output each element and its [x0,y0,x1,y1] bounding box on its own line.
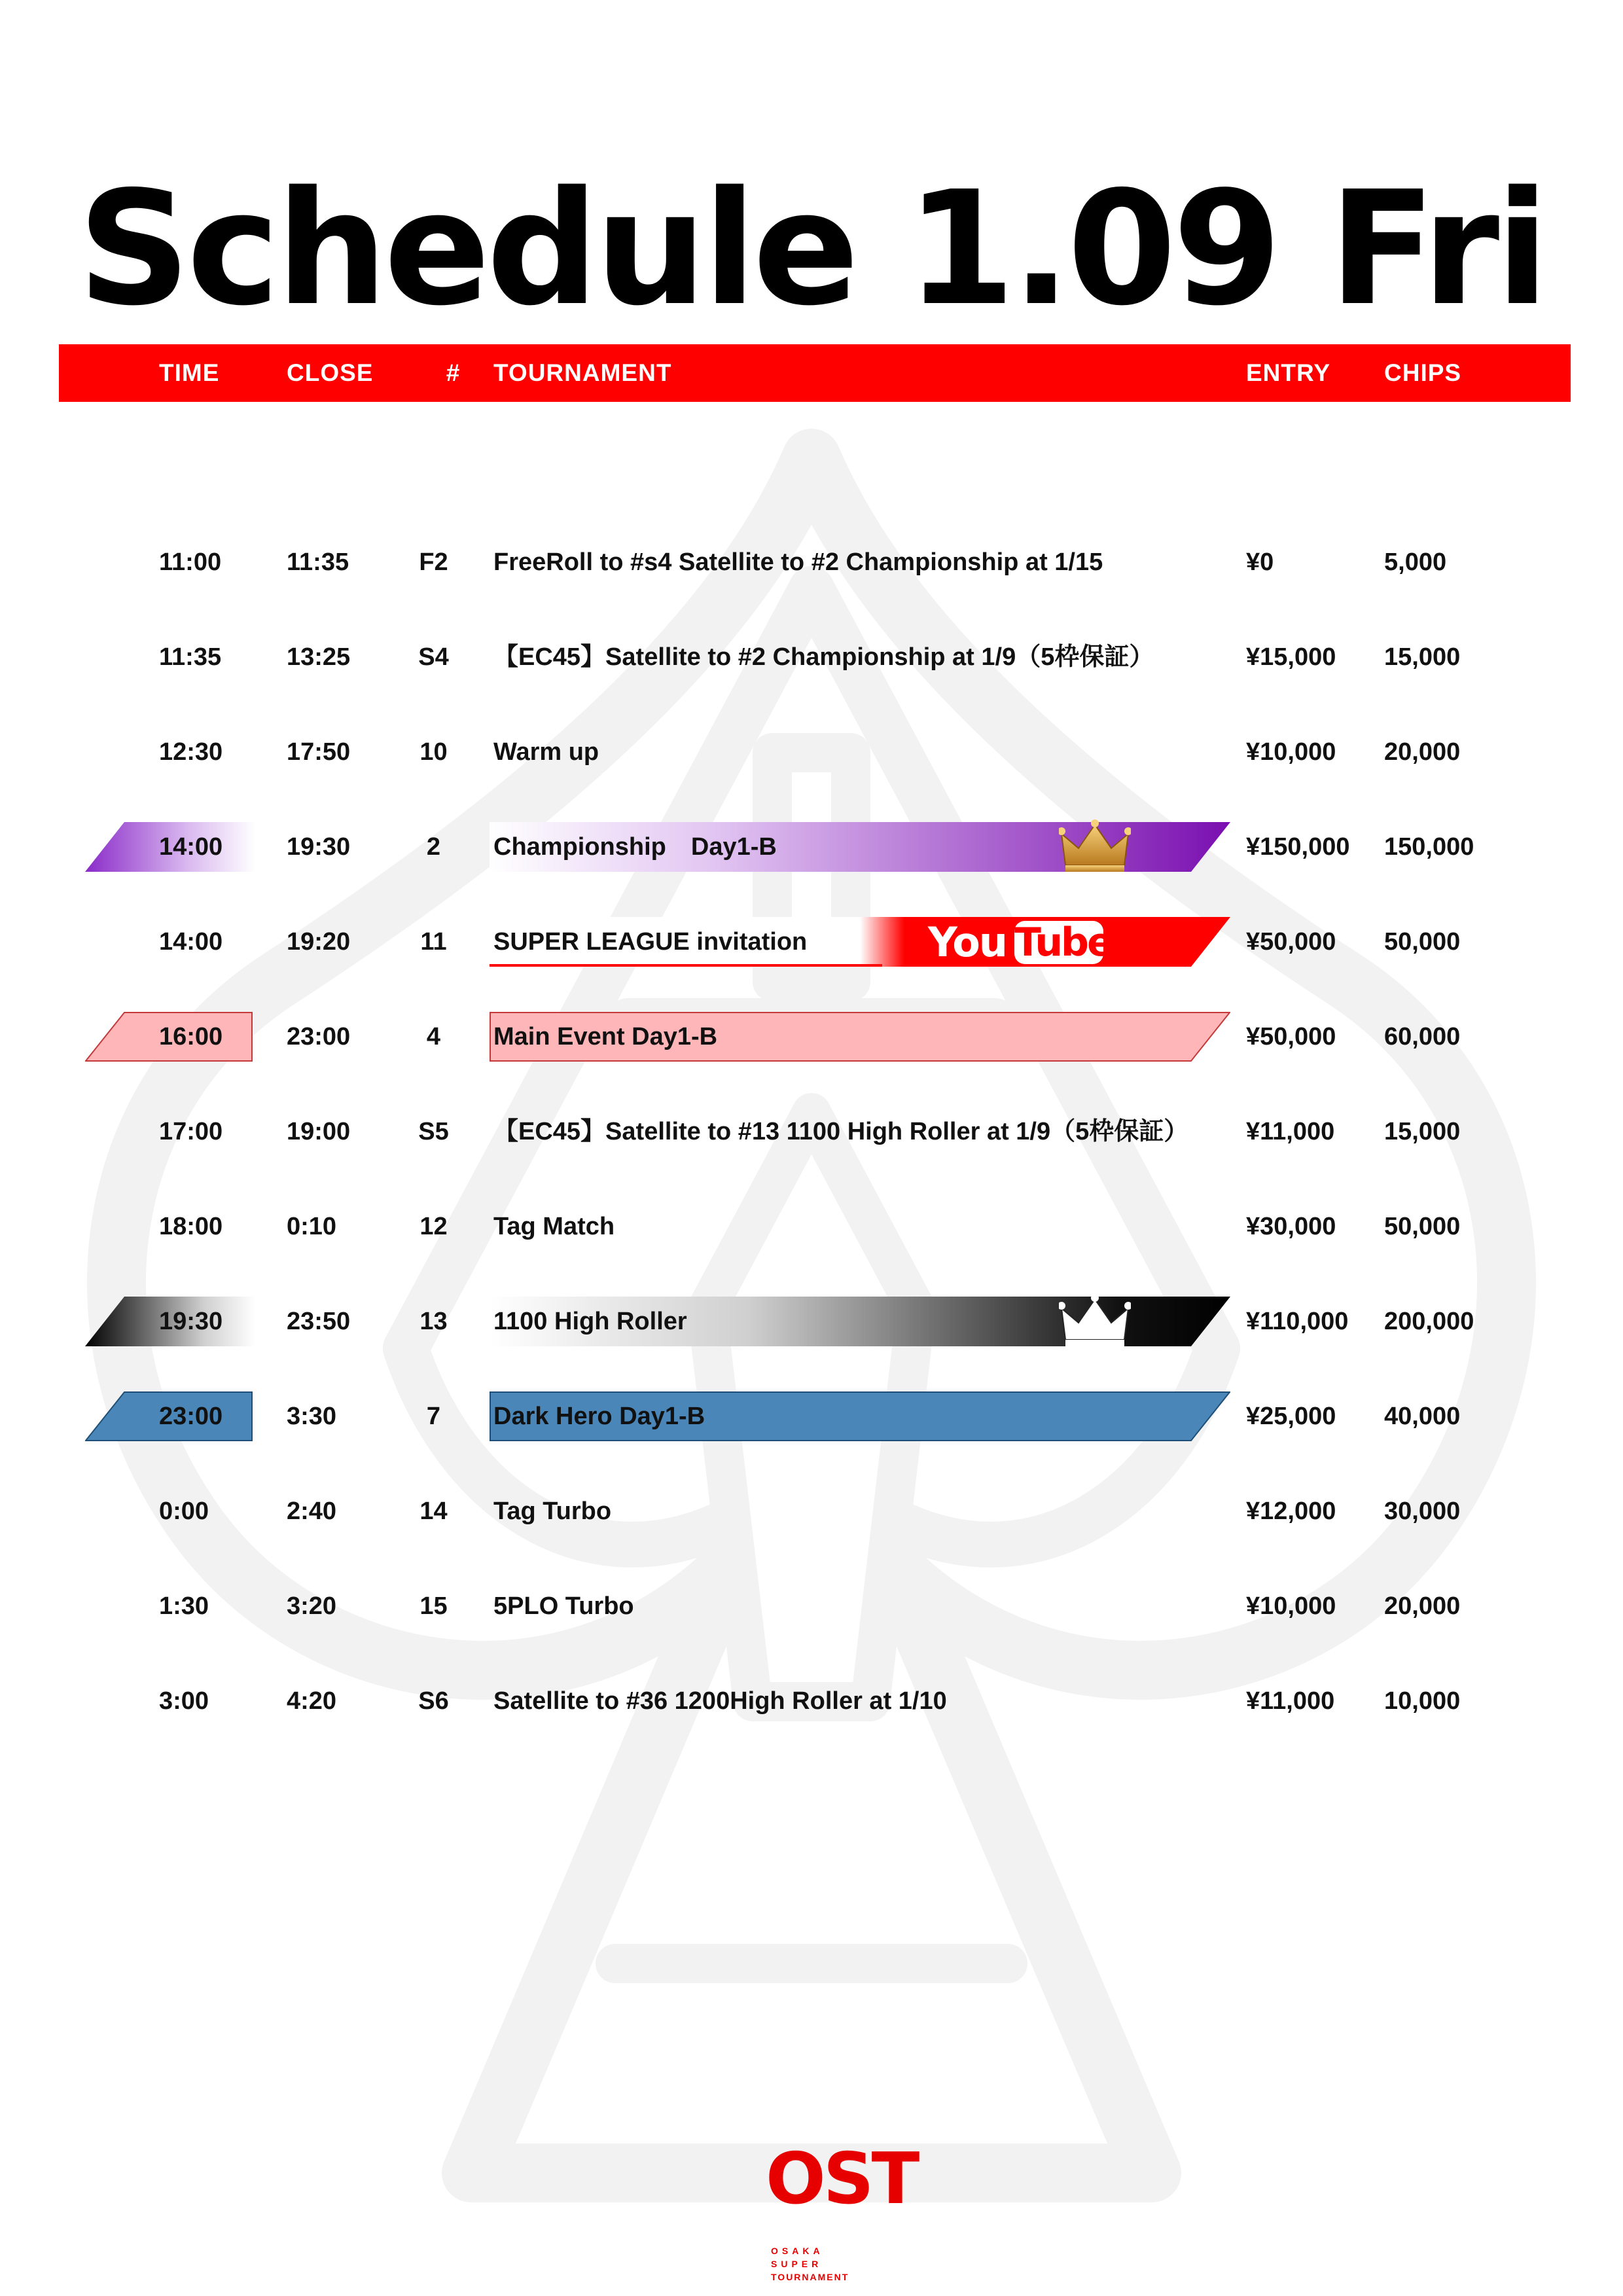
row-close: 23:00 [287,1023,351,1050]
row-number: 15 [419,1592,448,1620]
table-row [0,1085,1623,1179]
youtube-logo-you: You [928,918,1007,966]
table-row [0,895,1623,990]
crown-icon [1059,1294,1131,1350]
row-number: 11 [420,928,447,956]
row-chips: 10,000 [1384,1687,1461,1715]
row-tournament: Satellite to #36 1200High Roller at 1/10 [493,1687,947,1715]
row-close: 0:10 [287,1213,337,1240]
row-tournament: SUPER LEAGUE invitation [493,928,808,956]
table-row [0,800,1623,895]
row-time: 11:35 [159,643,222,671]
header-chips: CHIPS [1384,359,1462,386]
ost-logo-line: TOURNAMENT [771,2272,849,2282]
table-row [0,515,1623,610]
row-entry: ¥25,000 [1246,1403,1336,1430]
row-time: 3:00 [159,1687,209,1715]
row-tournament: Tag Match [493,1213,615,1240]
ost-logo [766,2138,918,2291]
row-entry: ¥15,000 [1246,643,1336,671]
row-chips: 20,000 [1384,1592,1461,1620]
row-chips: 200,000 [1384,1308,1474,1335]
row-tournament: Main Event Day1-B [493,1023,718,1050]
row-entry: ¥110,000 [1246,1308,1349,1335]
table-row [0,610,1623,705]
row-entry: ¥12,000 [1246,1498,1336,1525]
row-close: 3:20 [287,1592,337,1620]
row-number: 13 [419,1308,448,1335]
row-chips: 15,000 [1384,1118,1461,1145]
row-tournament: 5PLO Turbo [493,1592,634,1620]
youtube-logo-tube: Tube [1014,920,1112,965]
row-time: 18:00 [159,1213,223,1240]
row-time: 17:00 [159,1118,223,1145]
ost-logo-line: SUPER [771,2259,823,2269]
row-tournament: 【EC45】Satellite to #13 1100 High Roller at 1/9（5枠保証） [493,1118,1189,1145]
row-time: 1:30 [159,1592,209,1620]
row-time: 19:30 [159,1308,223,1335]
row-number: 2 [426,833,441,861]
row-chips: 40,000 [1384,1403,1461,1430]
row-number: S5 [418,1118,449,1145]
header-number: # [446,359,461,386]
ost-logo-line: OSAKA [771,2246,824,2256]
row-close: 19:30 [287,833,351,861]
row-tournament: FreeRoll to #s4 Satellite to #2 Championship at 1/15 [493,548,1103,576]
row-time: 14:00 [159,928,223,956]
row-number: 12 [419,1213,448,1240]
row-chips: 60,000 [1384,1023,1461,1050]
row-time: 23:00 [159,1403,223,1430]
row-close: 23:50 [287,1308,351,1335]
table-row [0,1179,1623,1274]
table-row [0,1654,1623,1749]
header-tournament: TOURNAMENT [493,359,672,386]
row-number: S4 [418,643,449,671]
row-chips: 20,000 [1384,738,1461,766]
row-chips: 30,000 [1384,1498,1461,1525]
row-chips: 15,000 [1384,643,1461,671]
row-tournament: Tag Turbo [493,1498,612,1525]
row-number: 4 [426,1023,441,1050]
row-number: 14 [419,1498,448,1525]
table-row [0,1464,1623,1559]
table-row [0,1369,1623,1464]
row-close: 2:40 [287,1498,337,1525]
row-tournament: 【EC45】Satellite to #2 Championship at 1/9（5枠保証） [493,643,1154,671]
header-entry: ENTRY [1246,359,1331,386]
row-tournament: 1100 High Roller [493,1308,687,1335]
row-number: F2 [419,548,448,576]
row-tournament: Dark Hero Day1-B [493,1403,705,1430]
row-close: 3:30 [287,1403,337,1430]
table-row [0,1274,1623,1369]
youtube-logo-tube-box [1014,920,1112,965]
row-close: 19:00 [287,1118,351,1145]
row-entry: ¥30,000 [1246,1213,1336,1240]
row-time: 16:00 [159,1023,223,1050]
row-entry: ¥10,000 [1246,1592,1336,1620]
row-close: 4:20 [287,1687,337,1715]
row-number: 7 [426,1403,441,1430]
table-row [0,705,1623,800]
row-number: S6 [418,1687,449,1715]
row-close: 17:50 [287,738,351,766]
row-close: 19:20 [287,928,351,956]
row-close: 11:35 [287,548,349,576]
row-entry: ¥11,000 [1246,1118,1335,1145]
header-close: CLOSE [287,359,374,386]
table-row [0,990,1623,1085]
row-entry: ¥50,000 [1246,928,1336,956]
row-chips: 5,000 [1384,548,1447,576]
row-entry: ¥50,000 [1246,1023,1336,1050]
header-time: TIME [159,359,220,386]
row-time: 14:00 [159,833,223,861]
table-row [0,1559,1623,1654]
row-time: 12:30 [159,738,223,766]
row-close: 13:25 [287,643,351,671]
row-entry: ¥10,000 [1246,738,1336,766]
crown-icon [1059,819,1131,876]
row-time: 11:00 [159,548,222,576]
row-chips: 50,000 [1384,1213,1461,1240]
page-title: Schedule 1.09 Fri [77,157,1546,340]
ost-logo-mark: OST [766,2138,918,2220]
row-time: 0:00 [159,1498,209,1525]
row-entry: ¥150,000 [1246,833,1350,861]
row-number: 10 [419,738,448,766]
row-entry: ¥0 [1246,548,1274,576]
row-chips: 150,000 [1384,833,1474,861]
row-tournament: Championship Day1-B [493,833,777,861]
row-tournament: Warm up [493,738,599,766]
row-entry: ¥11,000 [1246,1687,1335,1715]
row-chips: 50,000 [1384,928,1461,956]
